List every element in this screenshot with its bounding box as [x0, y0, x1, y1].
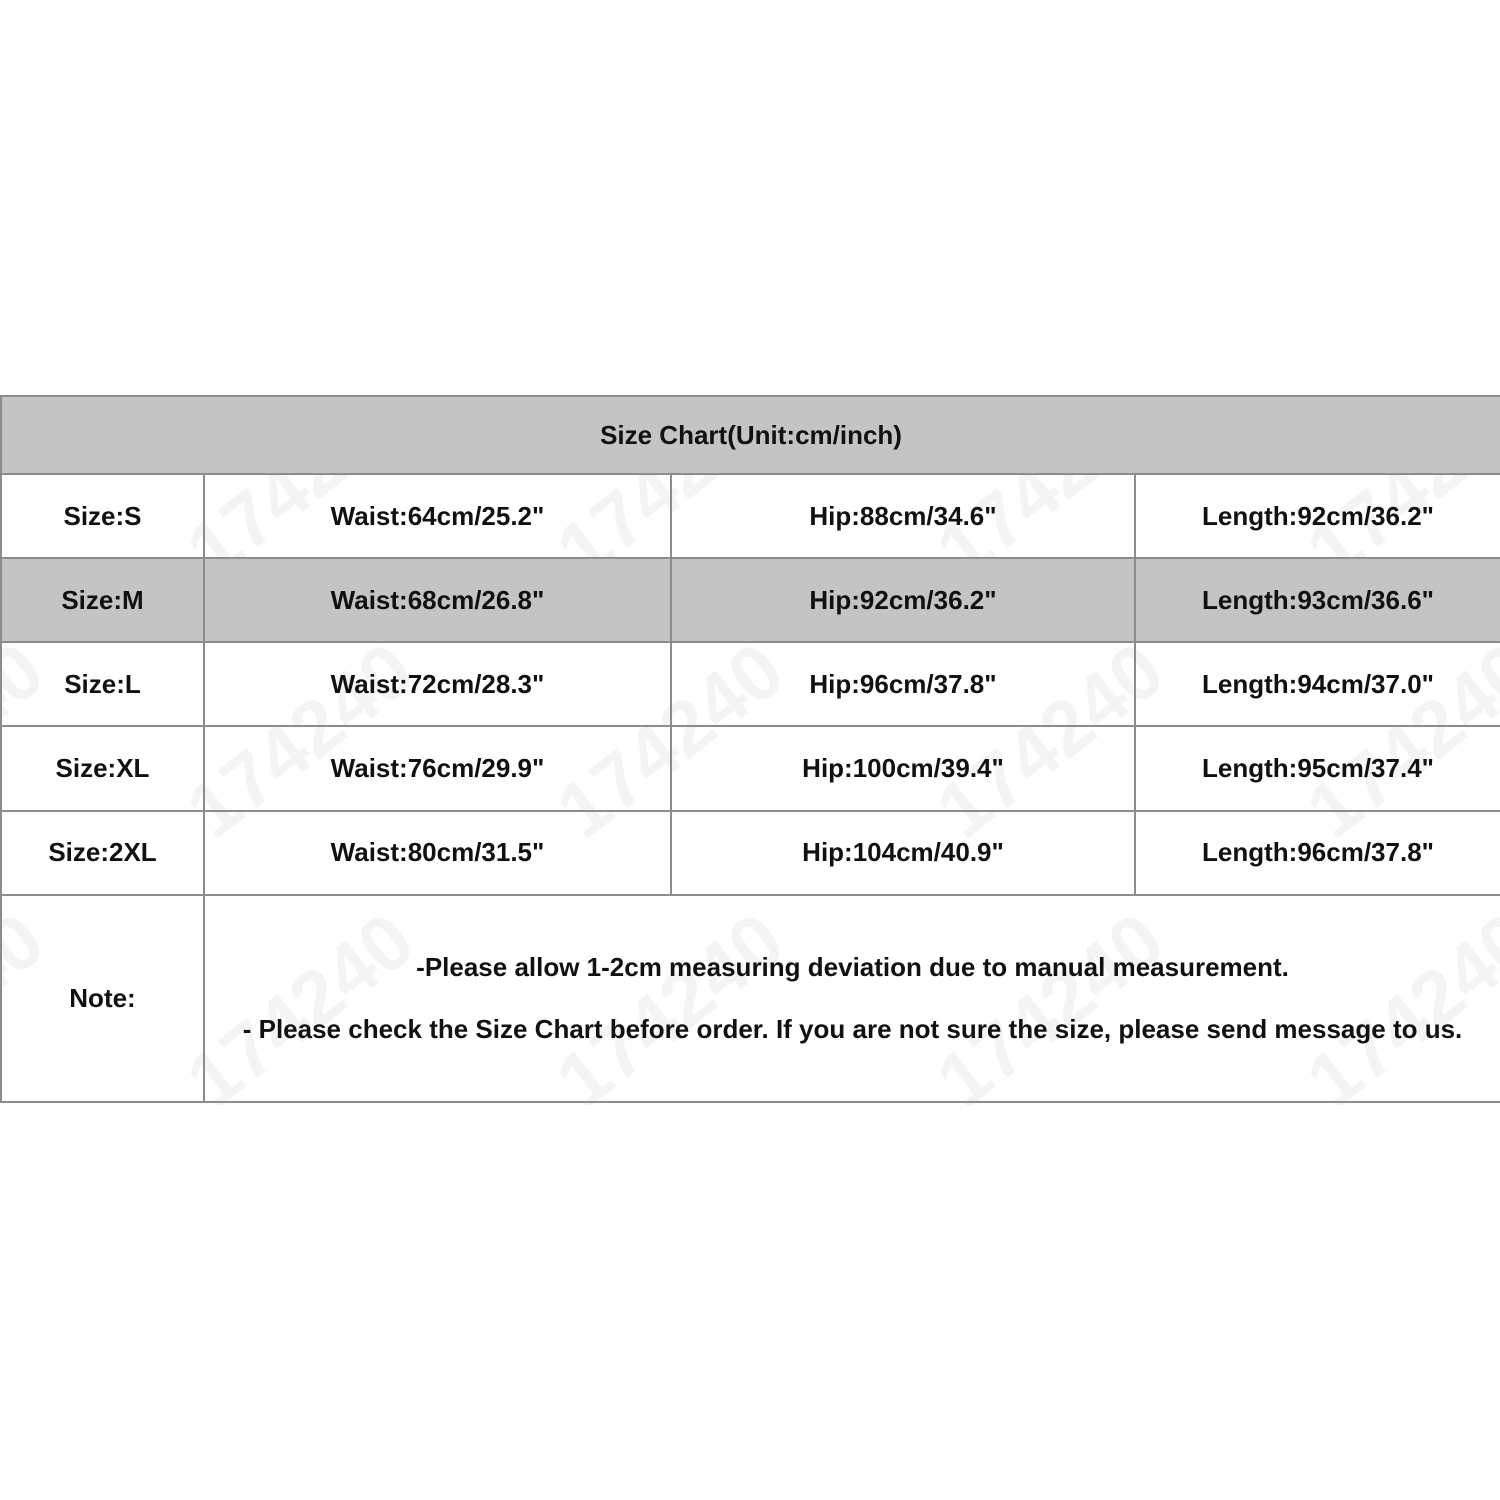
- length-cell: Length:95cm/37.4": [1135, 726, 1500, 810]
- size-cell: Size:2XL: [1, 811, 204, 895]
- hip-cell: Hip:100cm/39.4": [671, 726, 1135, 810]
- note-label: Note:: [1, 895, 204, 1102]
- waist-cell: Waist:64cm/25.2": [204, 474, 671, 558]
- length-cell: Length:96cm/37.8": [1135, 811, 1500, 895]
- waist-cell: Waist:76cm/29.9": [204, 726, 671, 810]
- table-row: [1, 811, 1500, 895]
- table-row: [1, 474, 1500, 558]
- note-line: -Please allow 1-2cm measuring deviation due to manual measurement.: [416, 952, 1289, 983]
- length-cell: Length:92cm/36.2": [1135, 474, 1500, 558]
- table-row: [1, 642, 1500, 726]
- waist-cell: Waist:68cm/26.8": [204, 558, 671, 642]
- length-cell: Length:93cm/36.6": [1135, 558, 1500, 642]
- title-row: [1, 396, 1500, 474]
- waist-cell: Waist:72cm/28.3": [204, 642, 671, 726]
- hip-cell: Hip:92cm/36.2": [671, 558, 1135, 642]
- size-chart-table: [0, 395, 1500, 1103]
- table-row: [1, 726, 1500, 810]
- size-chart-container: [0, 395, 1500, 1105]
- chart-title: Size Chart(Unit:cm/inch): [1, 396, 1500, 474]
- size-cell: Size:XL: [1, 726, 204, 810]
- note-row: [1, 895, 1500, 1102]
- size-cell: Size:L: [1, 642, 204, 726]
- length-cell: Length:94cm/37.0": [1135, 642, 1500, 726]
- hip-cell: Hip:96cm/37.8": [671, 642, 1135, 726]
- table-row: [1, 558, 1500, 642]
- waist-cell: Waist:80cm/31.5": [204, 811, 671, 895]
- size-cell: Size:M: [1, 558, 204, 642]
- size-cell: Size:S: [1, 474, 204, 558]
- note-content: [204, 895, 1500, 1102]
- note-line: - Please check the Size Chart before order. If you are not sure the size, please send message to us.: [242, 1014, 1463, 1045]
- hip-cell: Hip:88cm/34.6": [671, 474, 1135, 558]
- hip-cell: Hip:104cm/40.9": [671, 811, 1135, 895]
